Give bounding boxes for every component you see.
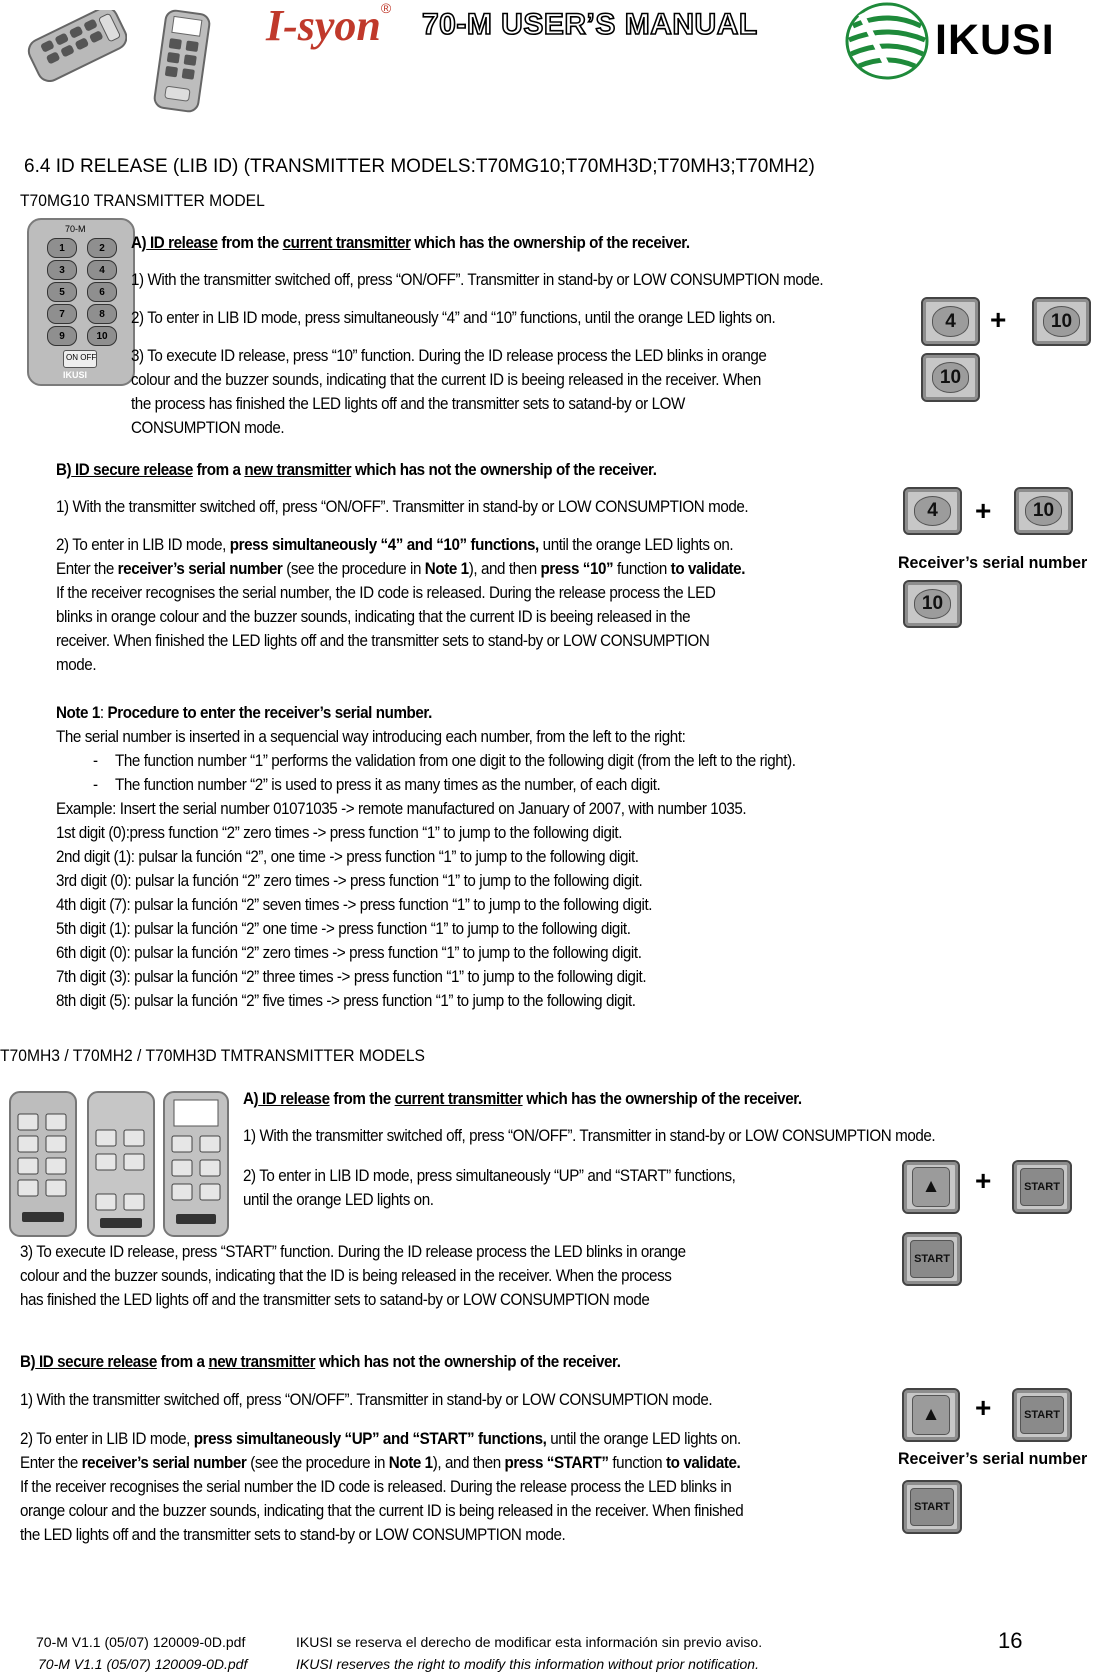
model1-label: T70MG10 TRANSMITTER MODEL (20, 191, 265, 210)
receivers-serial-number-label: Receiver’s serial number (898, 553, 1088, 572)
note1-heading: Note 1: Procedure to enter the receiver’s serial number. (56, 704, 432, 722)
remote-key-1: 1 (47, 238, 77, 258)
model1-b-step2: 2) To enter in LIB ID mode, press simultaneously “4” and “10” functions, until the orange LED lights on. (56, 536, 734, 554)
remote-key-10: 10 (87, 326, 117, 346)
start-key-icon: START (1012, 1160, 1072, 1214)
ikusi-logo: IKUSI (845, 2, 1085, 82)
section-title: 6.4 ID RELEASE (LIB ID) (TRANSMITTER MODELS:T70MG10;T70MH3D;T70MH3;T70MH2) (24, 156, 815, 177)
model1-a-step3-line3: the process has finished the LED lights off and the transmitter sets to satand-by or LOW (131, 395, 685, 413)
model2-b-step3: Enter the receiver’s serial number (see the procedure in Note 1), and then press “START” function to validate. (20, 1454, 741, 1472)
note1-digit-line: 8th digit (5): pulsar la función “2” five times -> press function “1” to jump to the following digit. (56, 992, 636, 1010)
model2-a-step3-line1: 3) To execute ID release, press “START” function. During the ID release process the LED blinks in orange (20, 1243, 686, 1261)
t70mg10-remote-image: 70-M 1 2 3 4 5 6 7 8 9 10 ON OFF IKUSI (27, 218, 135, 386)
model1-a-step3-line2: colour and the buzzer sounds, indicating that the current ID is beeing released in the receiver. When (131, 371, 761, 389)
note1-digit-line: 3rd digit (0): pulsar la función “2” zero times -> press function “1” to jump to the following digit. (56, 872, 643, 890)
model1-a-step3-line4: CONSUMPTION mode. (131, 419, 285, 437)
plus-icon: + (975, 1392, 992, 1423)
note1-example: Example: Insert the serial number 01071035 -> remote manufactured on January of 2007, with number 1035. (56, 800, 747, 818)
model1-b-line5: blinks in orange colour and the buzzer sounds, indicating that the current ID is beeing released in the (56, 608, 691, 626)
header-remote-image-left (22, 10, 127, 82)
key-4-icon: 4 (903, 487, 962, 535)
plus-icon: + (975, 495, 992, 526)
model2-b-line6: the LED lights off and the transmitter sets to stand-by or LOW CONSUMPTION mode. (20, 1526, 566, 1544)
note1-digit-line: 5th digit (1): pulsar la función “2” one time -> press function “1” to jump to the following digit. (56, 920, 631, 938)
remote-key-6: 6 (87, 282, 117, 302)
note1-bullet2: The function number “2” is used to press it as many times as the number, of each digit. (115, 776, 661, 794)
page-number: 16 (998, 1628, 1023, 1653)
key-10-icon: 10 (903, 580, 962, 628)
model2-a-step1: 1) With the transmitter switched off, press “ON/OFF”. Transmitter in stand-by or LOW CONSUMPTION mode. (243, 1127, 936, 1145)
model2-a-step2-line2: until the orange LED lights on. (243, 1191, 434, 1209)
model2-a-heading: A) ID release from the current transmitter which has the ownership of the receiver. (243, 1090, 802, 1108)
note1-bullet1: The function number “1” performs the validation from one digit to the following digit (from the left to the right). (115, 752, 796, 770)
remote-onoff-key: ON OFF (63, 350, 97, 368)
footer-doc-id: 70-M V1.1 (05/07) 120009-0D.pdf (36, 1634, 246, 1650)
model1-b-heading: B) ID secure release from a new transmitter which has not the ownership of the receiver. (56, 461, 657, 479)
note1-digit-line: 6th digit (0): pulsar la función “2” zero times -> press function “1” to jump to the following digit. (56, 944, 642, 962)
t70mh-remotes-image (8, 1090, 230, 1238)
footer-notice-en: IKUSI reserves the right to modify this information without prior notification. (296, 1656, 759, 1672)
note1-intro: The serial number is inserted in a sequencial way introducing each number, from the left to the right: (56, 728, 686, 746)
model1-b-step3: Enter the receiver’s serial number (see the procedure in Note 1), and then press “10” function to validate. (56, 560, 746, 578)
model2-a-step3-line3: has finished the LED lights off and the transmitter sets to satand-by or LOW CONSUMPTION mode (20, 1291, 650, 1309)
remote-key-5: 5 (47, 282, 77, 302)
model1-a-heading: A) ID release from the current transmitter which has the ownership of the receiver. (131, 234, 690, 252)
model2-b-step1: 1) With the transmitter switched off, press “ON/OFF”. Transmitter in stand-by or LOW CONSUMPTION mode. (20, 1391, 713, 1409)
up-arrow-key-icon: ▲ (902, 1160, 960, 1214)
plus-icon: + (990, 304, 1007, 335)
model1-b-step1: 1) With the transmitter switched off, press “ON/OFF”. Transmitter in stand-by or LOW CONSUMPTION mode. (56, 498, 749, 516)
remote-key-8: 8 (87, 304, 117, 324)
model2-b-line4: If the receiver recognises the serial number the ID code is released. During the release process the LED blinks in (20, 1478, 732, 1496)
model1-b-line6: receiver. When finished the LED lights off and the transmitter sets to stand-by or LOW CONSUMPTION (56, 632, 710, 650)
model1-a-step2: 2) To enter in LIB ID mode, press simultaneously “4” and “10” functions, until the orange LED lights on. (131, 309, 776, 327)
remote-key-4: 4 (87, 260, 117, 280)
remote-key-9: 9 (47, 326, 77, 346)
remote-key-3: 3 (47, 260, 77, 280)
header-remote-image-right (152, 8, 212, 114)
key-10-icon: 10 (1014, 487, 1073, 535)
model2-a-step3-line2: colour and the buzzer sounds, indicating that the ID is being released in the receiver. When the process (20, 1267, 672, 1285)
receivers-serial-number-label: Receiver’s serial number (898, 1449, 1088, 1468)
model1-a-step3-line1: 3) To execute ID release, press “10” function. During the ID release process the LED blinks in orange (131, 347, 767, 365)
note1-bullet-dash: - (93, 752, 98, 770)
model2-b-step2: 2) To enter in LIB ID mode, press simultaneously “UP” and “START” functions, until the orange LED lights on. (20, 1430, 741, 1448)
model1-b-line4: If the receiver recognises the serial number, the ID code is released. During the release process the LED (56, 584, 716, 602)
note1-bullet-dash: - (93, 776, 98, 794)
remote-keypad (41, 238, 121, 356)
model2-b-line5: orange colour and the buzzer sounds, indicating that the current ID is being released in the receiver. When finished (20, 1502, 744, 1520)
footer-notice-es: IKUSI se reserva el derecho de modificar esta información sin previo aviso. (296, 1634, 763, 1650)
footer-doc-id-italic: 70-M V1.1 (05/07) 120009-0D.pdf (38, 1656, 248, 1672)
model1-a-step1: 1) With the transmitter switched off, press “ON/OFF”. Transmitter in stand-by or LOW CONSUMPTION mode. (131, 271, 824, 289)
note1-digit-line: 1st digit (0):press function “2” zero times -> press function “1” to jump to the following digit. (56, 824, 623, 842)
key-4-icon: 4 (921, 297, 980, 346)
key-10-icon: 10 (921, 353, 980, 402)
plus-icon: + (975, 1165, 992, 1196)
remote-key-2: 2 (87, 238, 117, 258)
model1-b-line7: mode. (56, 656, 97, 674)
model2-label: T70MH3 / T70MH2 / T70MH3D TMTRANSMITTER MODELS (0, 1046, 425, 1065)
manual-title: 70-M USER’S MANUAL (422, 8, 758, 41)
isyon-logo: I-syon® (266, 0, 392, 50)
start-key-icon: START (902, 1232, 962, 1286)
note1-digit-line: 2nd digit (1): pulsar la función “2”, one time -> press function “1” to jump to the following digit. (56, 848, 639, 866)
remote-key-7: 7 (47, 304, 77, 324)
start-key-icon: START (1012, 1388, 1072, 1442)
note1-digit-line: 7th digit (3): pulsar la función “2” three times -> press function “1” to jump to the following digit. (56, 968, 647, 986)
ikusi-globe-icon (845, 2, 929, 80)
note1-digit-line: 4th digit (7): pulsar la función “2” seven times -> press function “1” to jump to the following digit. (56, 896, 653, 914)
start-key-icon: START (902, 1480, 962, 1534)
up-arrow-key-icon: ▲ (902, 1388, 960, 1442)
model2-a-step2-line1: 2) To enter in LIB ID mode, press simultaneously “UP” and “START” functions, (243, 1167, 736, 1185)
model2-b-heading: B) ID secure release from a new transmitter which has not the ownership of the receiver. (20, 1353, 621, 1371)
header (0, 0, 1102, 120)
key-10-icon: 10 (1032, 297, 1091, 346)
